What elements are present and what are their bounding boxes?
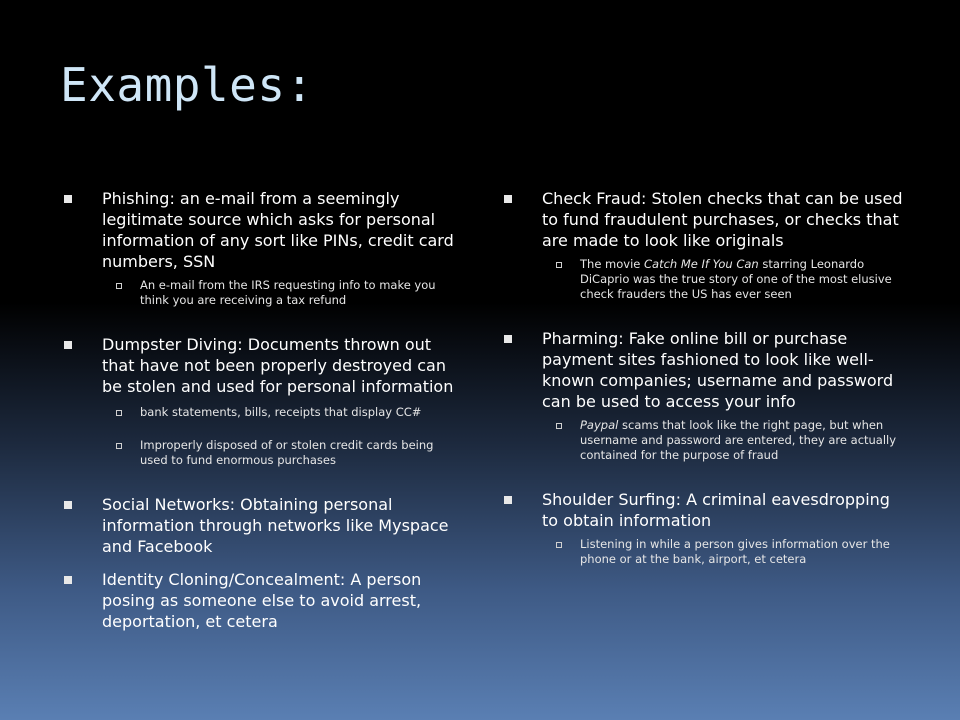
sub-item — [542, 537, 904, 567]
square-bullet-icon — [64, 576, 72, 584]
square-bullet-icon — [504, 496, 512, 504]
square-bullet-icon — [504, 195, 512, 203]
sub-item — [102, 405, 464, 420]
sub-item-text: Improperly disposed of or stolen credit cards being used to fund enormous purchases — [140, 438, 434, 467]
list-item-check-fraud — [504, 188, 904, 251]
item-text: Dumpster Diving: Documents thrown out that have not been properly destroyed can be stolen and used for personal information — [102, 335, 454, 396]
item-text: Check Fraud: Stolen checks that can be used to fund fraudulent purchases, or checks that are made to look like originals — [542, 189, 903, 250]
sub-item — [542, 418, 904, 463]
list-item-phishing — [64, 188, 464, 272]
left-column — [64, 188, 464, 632]
sub-item — [542, 257, 904, 302]
company-name: Paypal — [580, 418, 619, 432]
item-text: Shoulder Surfing: A criminal eavesdropping to obtain information — [542, 490, 890, 530]
list-item-pharming — [504, 328, 904, 412]
list-item-shoulder-surfing — [504, 489, 904, 531]
right-column — [504, 188, 904, 567]
sub-item — [102, 438, 464, 468]
sub-item-text: Listening in while a person gives information over the phone or at the bank, airport, et cetera — [580, 537, 890, 566]
list-item-dumpster-diving — [64, 334, 464, 397]
square-outline-bullet-icon — [556, 542, 562, 548]
list-item-identity-cloning — [64, 569, 464, 632]
square-bullet-icon — [64, 195, 72, 203]
square-outline-bullet-icon — [556, 423, 562, 429]
item-text: Identity Cloning/Concealment: A person posing as someone else to avoid arrest, deportation, et cetera — [102, 570, 422, 631]
square-bullet-icon — [504, 335, 512, 343]
square-outline-bullet-icon — [116, 410, 122, 416]
item-text: Phishing: an e-mail from a seemingly legitimate source which asks for personal information of any sort like PINs, credit card numbers, SSN — [102, 189, 454, 271]
square-outline-bullet-icon — [116, 283, 122, 289]
sub-item-text: An e-mail from the IRS requesting info to make you think you are receiving a tax refund — [140, 278, 436, 307]
sub-item-text: bank statements, bills, receipts that display CC# — [140, 405, 422, 419]
square-outline-bullet-icon — [556, 262, 562, 268]
sub-text-suffix: scams that look like the right page, but when username and password are entered, they are actually contained for the purpose of fraud — [580, 418, 897, 462]
sub-item — [102, 278, 464, 308]
slide-title: Examples: — [60, 58, 314, 112]
list-item-social-networks — [64, 494, 464, 557]
item-text: Social Networks: Obtaining personal information through networks like Myspace and Facebook — [102, 495, 449, 556]
sub-text-suffix: starring Leonardo DiCaprio was the true story of one of the most elusive check frauders the US has ever seen — [580, 257, 892, 301]
square-bullet-icon — [64, 501, 72, 509]
sub-text-prefix: The movie — [580, 257, 645, 271]
sub-item-text — [580, 418, 904, 463]
item-text: Pharming: Fake online bill or purchase payment sites fashioned to look like well-known companies; username and password can be used to access your info — [542, 329, 894, 411]
square-bullet-icon — [64, 341, 72, 349]
square-outline-bullet-icon — [116, 443, 122, 449]
sub-item-text — [580, 257, 904, 302]
movie-title: Catch Me If You Can — [644, 257, 759, 271]
